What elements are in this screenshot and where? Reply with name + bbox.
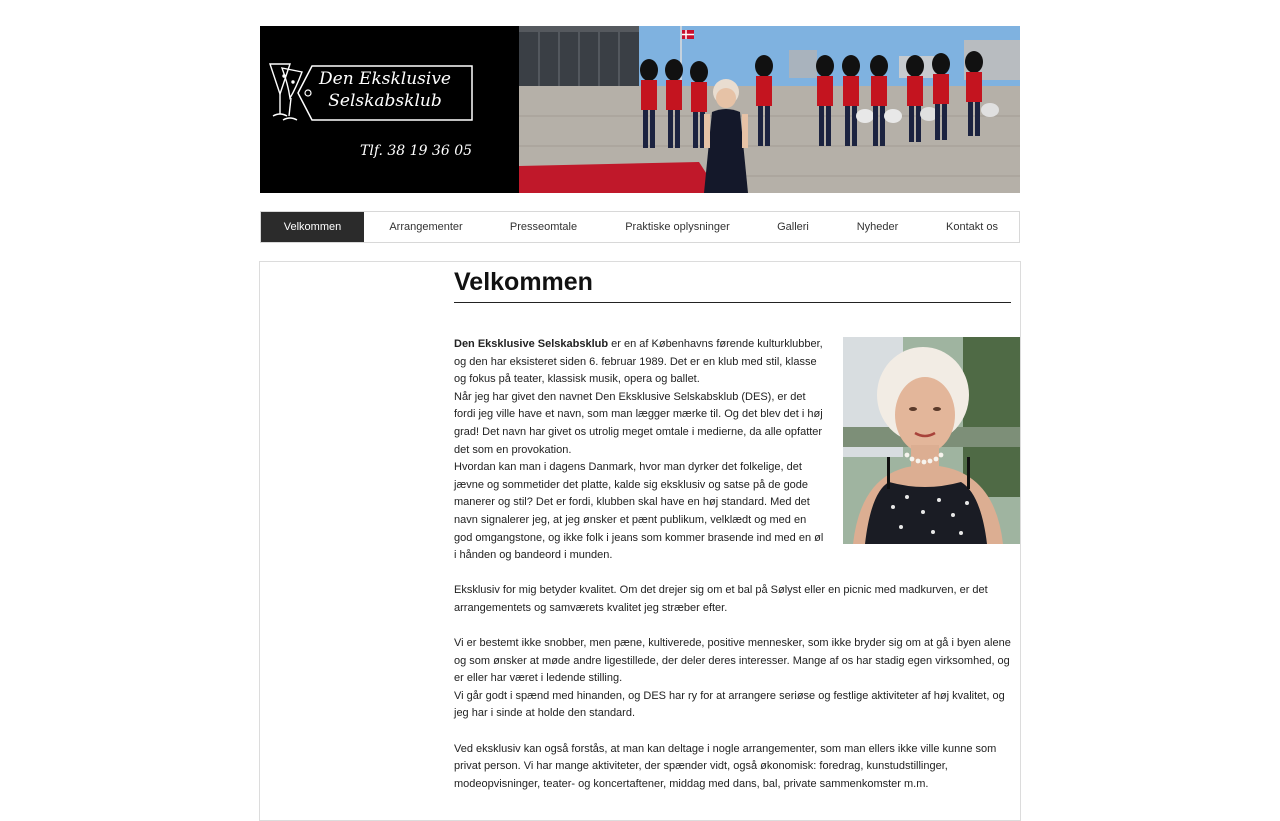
- logo-line-1: Den Eksklusive: [319, 69, 451, 89]
- logo-line-2: Selskabsklub: [328, 91, 442, 111]
- intro-text: er en af Københavns førende kulturklubber, og den har eksisteret siden 6. februar 1989. Det er en klub med stil, klasse og fokus på teater, klassisk musik, opera og ballet.: [454, 338, 823, 386]
- nav-item-kontakt-os[interactable]: Kontakt os: [946, 221, 998, 233]
- nav-item-praktiske-oplysninger[interactable]: Praktiske oplysninger: [625, 221, 730, 233]
- paragraph-6: Vi går godt i spænd med hinanden, og DES har ry for at arrangere seriøse og festlige aktiviteter af høj kvalitet, og jeg har i sinde at holde den standard.: [454, 689, 1005, 720]
- paragraph-3: Hvordan kan man i dagens Danmark, hvor man dyrker det folkelige, det jævne og sommetider det platte, kalde sig eksklusiv og satse på de gode manerer og stil? Det er fordi, klubben skal have en høj standard. Med det navn signalerer jeg, at jeg ønsker et pænt publikum, velklædt og med en god omgangstone, og ikke folk i jeans som kommer brasende ind med en øl i hånden og bandeord i munden.: [454, 461, 824, 562]
- header-banner: [260, 26, 1020, 193]
- paragraph-4: Eksklusiv for mig betyder kvalitet. Om det drejer sig om et bal på Sølyst eller en picnic med madkurven, er det arrangementets og samværets kvalitet jeg stræber efter.: [454, 584, 988, 614]
- page-title: Velkommen: [454, 268, 593, 296]
- paragraph-intro: [454, 336, 826, 389]
- article-body: [454, 336, 1011, 793]
- main-content: [454, 262, 1011, 790]
- paragraph-7: Ved eksklusiv kan også forstås, at man kan deltage i nogle arrangementer, som man ellers ikke ville kunne som privat person. Vi har mange aktiviteter, der spænder vidt, også økonomisk: foredrag, kunstudstillinger, modeopvisninger, teater- og koncertaftener, middag med dans, bal, private sammenkomster m.m.: [454, 742, 997, 790]
- site-header: [260, 26, 1020, 193]
- nav-item-arrangementer[interactable]: Arrangementer: [389, 221, 463, 233]
- logo-phone: Tlf. 38 19 36 05: [360, 143, 473, 159]
- site-logo[interactable]: [260, 26, 519, 193]
- nav-item-presseomtale[interactable]: Presseomtale: [509, 221, 578, 233]
- nav-item-nyheder[interactable]: Nyheder: [856, 221, 899, 233]
- club-name: Den Eksklusive Selskabsklub: [454, 338, 609, 350]
- main-nav: [260, 211, 1020, 243]
- nav-item-velkommen[interactable]: Velkommen: [261, 212, 364, 242]
- title-divider: [454, 302, 1011, 303]
- logo-text: [300, 68, 470, 112]
- paragraph-2: Når jeg har givet den navnet Den Eksklusive Selskabsklub (DES), er det fordi jeg ville have et navn, som man lægger mærke til. Og det blev det i høj grad! Det navn har givet os utrolig meget omtale i medierne, da alle opfatter det som en provokation.: [454, 390, 823, 456]
- intro-block: [454, 336, 826, 565]
- header-photo-guards: [519, 26, 1020, 193]
- nav-item-galleri[interactable]: Galleri: [777, 221, 809, 233]
- paragraph-5: Vi er bestemt ikke snobber, men pæne, kultiverede, positive mennesker, som ikke bryder sig om at gå i byen alene og som ønsker at møde andre ligestillede, der deler deres interesser. Mange af os har stadig egen virksomhed, og er eller har været i ledende stilling.: [454, 637, 1011, 685]
